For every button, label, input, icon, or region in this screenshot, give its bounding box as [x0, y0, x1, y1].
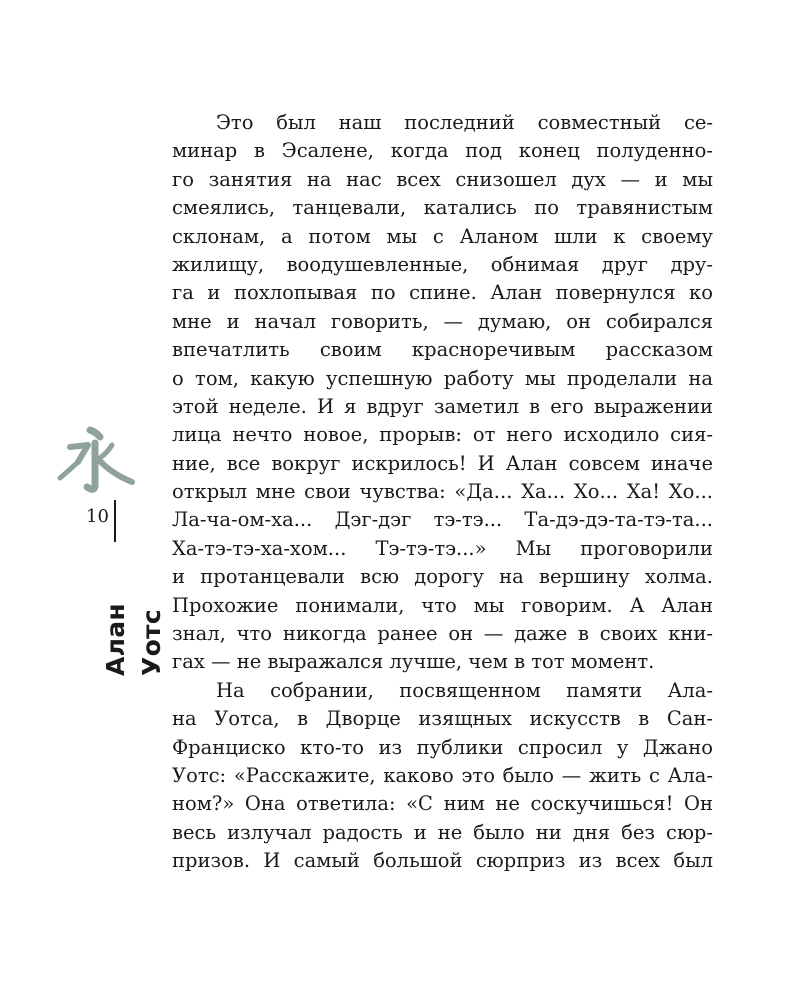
text-line: знал, что никогда ранее он — даже в своих кни-: [172, 622, 713, 646]
running-head: Алан Уотс: [101, 602, 166, 676]
body-text: [172, 109, 713, 876]
text-line: на Уотса, в Дворце изящных искусств в Сан-: [172, 707, 713, 731]
text-line: гах — не выражался лучше, чем в тот момент.: [172, 650, 655, 674]
text-line: Франциско кто-то из публики спросил у Джано: [172, 735, 713, 759]
text-line: и протанцевали всю дорогу на вершину холма.: [172, 565, 713, 589]
running-head-divider: [114, 500, 116, 542]
yong-character-icon: [56, 426, 136, 496]
text-line: впечатлить своим красноречивым рассказом: [172, 338, 713, 362]
text-line: ние, все вокруг искрилось! И Алан совсем иначе: [172, 451, 713, 475]
text-line: На собрании, посвященном памяти Ала-: [216, 678, 713, 702]
text-line: склонам, а потом мы с Аланом шли к своему: [172, 224, 713, 248]
text-line: открыл мне свои чувства: «Да... Ха... Хо... Ха! Хо...: [172, 480, 713, 504]
text-line: лица нечто новое, прорыв: от него исходило сия-: [172, 423, 713, 447]
text-line: Уотс: «Расскажите, каково это было — жить с Ала-: [172, 763, 713, 787]
text-line: этой неделе. И я вдруг заметил в его выражении: [172, 394, 713, 418]
text-line: минар в Эсалене, когда под конец полуденно-: [172, 139, 713, 163]
text-line: весь излучал радость и не было ни дня без сюр-: [172, 820, 713, 844]
text-line: ном?» Она ответила: «С ним не соскучишься! Он: [172, 792, 713, 816]
text-line: Прохожие понимали, что мы говорим. А Алан: [172, 593, 713, 617]
text-line: о том, какую успешную работу мы проделали на: [172, 366, 713, 390]
text-line: жилищу, воодушевленные, обнимая друг дру-: [172, 252, 713, 276]
text-line: Это был наш последний совместный се-: [216, 111, 713, 134]
text-line: га и похлопывая по спине. Алан повернулся ко: [172, 281, 713, 305]
text-line: призов. И самый большой сюрприз из всех был: [172, 849, 713, 873]
text-line: Ха-тэ-тэ-ха-хом... Тэ-тэ-тэ...» Мы проговорили: [172, 536, 713, 560]
text-line: Ла-ча-ом-ха... Дэг-дэг тэ-тэ... Та-дэ-дэ-та-тэ-та...: [172, 508, 713, 532]
text-line: мне и начал говорить, — думаю, он собирался: [172, 309, 713, 333]
page-number: 10: [86, 506, 109, 527]
text-line: смеялись, танцевали, катались по травянистым: [172, 196, 713, 220]
text-line: го занятия на нас всех снизошел дух — и мы: [172, 167, 713, 191]
